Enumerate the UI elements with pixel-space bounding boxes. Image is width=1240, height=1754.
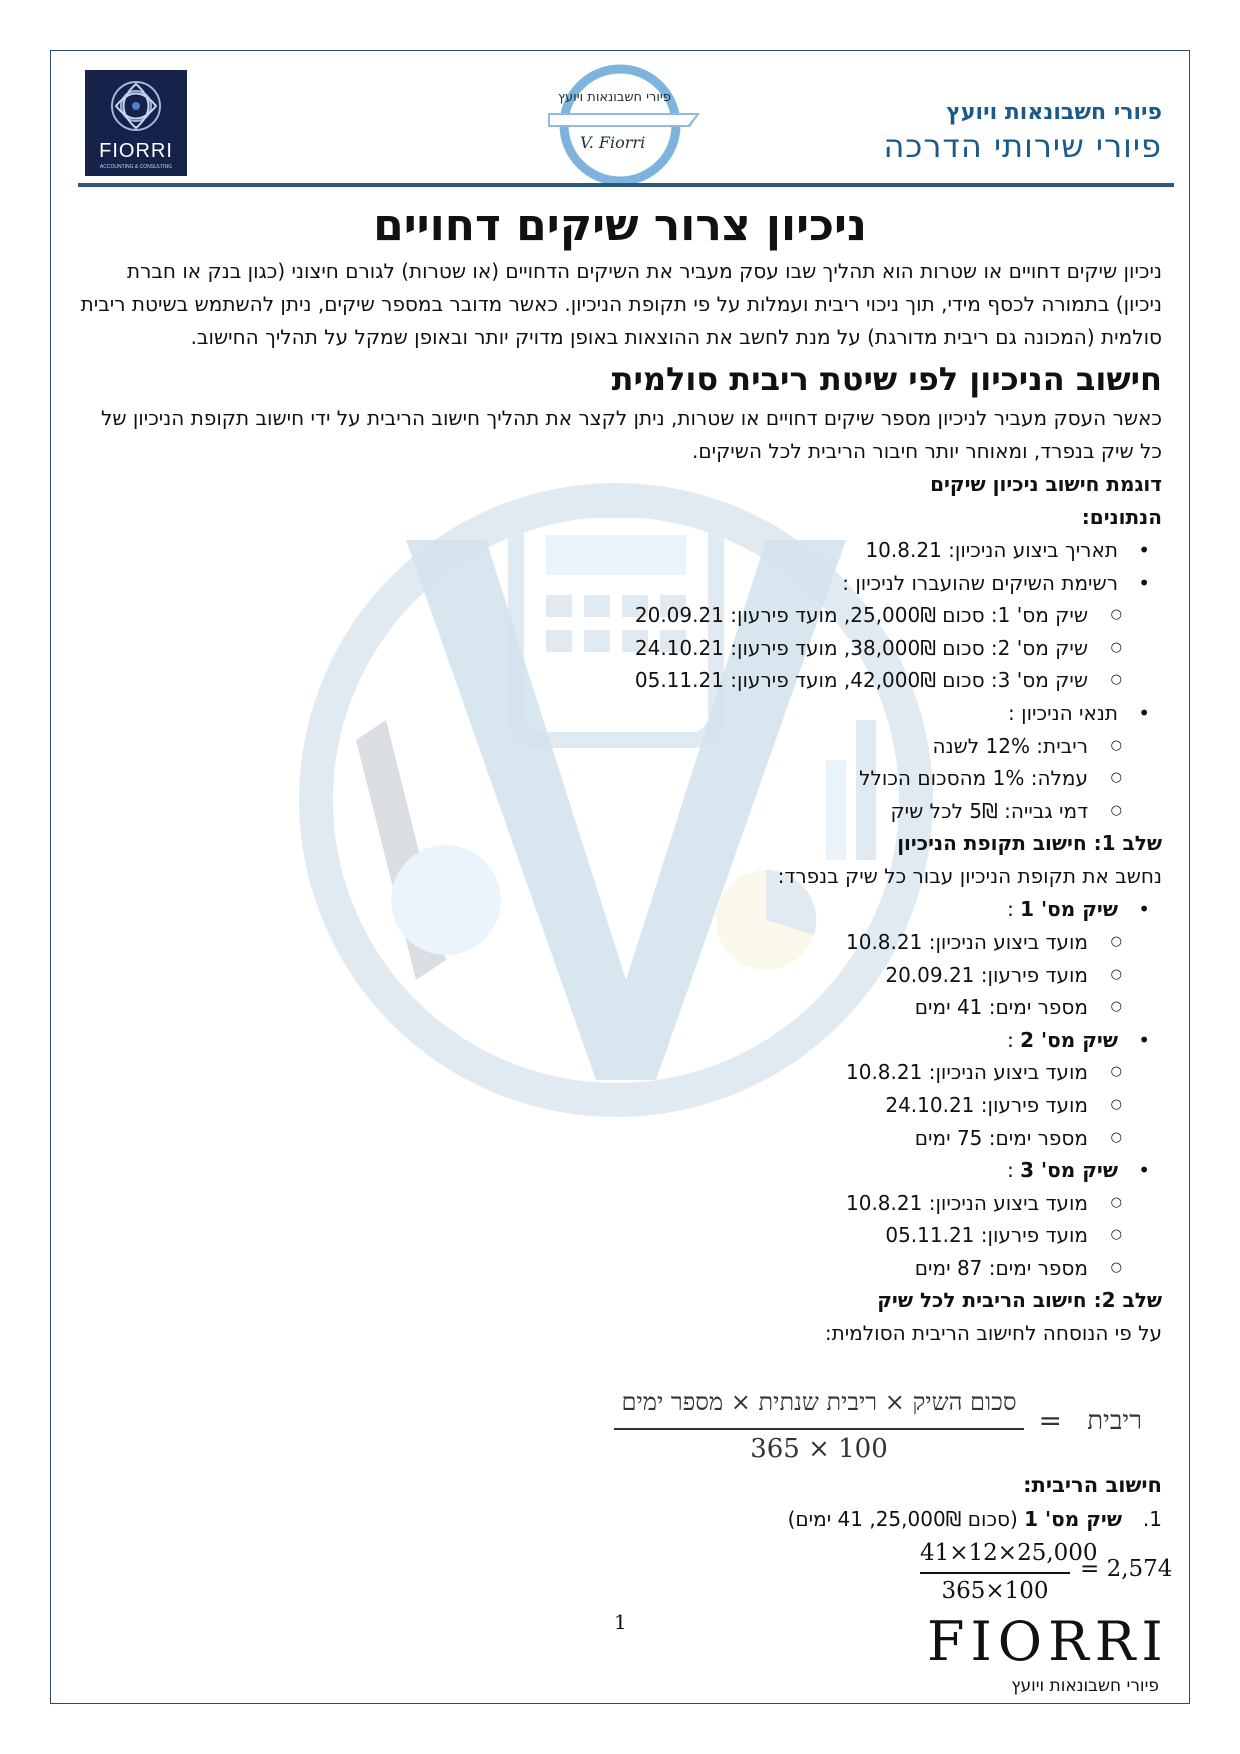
header-divider bbox=[78, 183, 1174, 187]
firm-name-line1: פיורי חשבונאות ויועץ bbox=[946, 100, 1162, 125]
circle-logo-icon bbox=[540, 55, 705, 185]
givens-list bbox=[78, 534, 1162, 599]
list-item: ○ מועד פירעון: 05.11.21 bbox=[78, 1219, 1088, 1252]
list-item: ○ מספר ימים: 87 ימים bbox=[78, 1252, 1088, 1285]
calc-result: = 2,574 bbox=[1080, 1556, 1173, 1582]
check-2-header bbox=[78, 1024, 1162, 1057]
section-paragraph: כאשר העסק מעביר לניכיון מספר שיקים דחויים או שטרות, ניתן לקצר את תהליך חישוב הריבית על ידי חישוב תקופת הניכיון של כל שיק בנפרד, ומאוחר יותר חיבור הריבית לכל השיקים. bbox=[100, 406, 1162, 463]
formula-numerator: סכום השיק × ריבית שנתית × מספר ימים bbox=[621, 1388, 1017, 1416]
formula-denominator: 365 × 100 bbox=[750, 1434, 888, 1464]
center-logo-text: פיורי חשבונאות ויועץ bbox=[558, 90, 671, 105]
list-item: ○ שיק מס' 3: סכום 42,000₪, מועד פירעון: 05.11.21 bbox=[78, 664, 1088, 697]
step2-text: על פי הנוסחה לחישוב הריבית הסולמית: bbox=[824, 1321, 1162, 1346]
check-label: שיק מס' 3 bbox=[1020, 1158, 1118, 1183]
list-item: ○ מועד ביצוע הניכיון: 10.8.21 bbox=[78, 1187, 1088, 1220]
item-label: שיק מס' 1 bbox=[1024, 1507, 1122, 1531]
check-1-details bbox=[78, 926, 1162, 1024]
signature-brand: FIORRI bbox=[927, 1610, 1169, 1673]
step1-text: נחשב את תקופת הניכיון עבור כל שיק בנפרד: bbox=[777, 864, 1162, 889]
givens-label: הנתונים: bbox=[1081, 505, 1162, 529]
terms-list bbox=[78, 730, 1162, 828]
list-item: ○ שיק מס' 2: סכום 38,000₪, מועד פירעון: 24.10.21 bbox=[78, 632, 1088, 665]
list-item: • תאריך ביצוע הניכיון: 10.8.21 bbox=[78, 534, 1118, 567]
center-logo bbox=[540, 55, 705, 185]
list-item: ○ מועד ביצוע הניכיון: 10.8.21 bbox=[78, 926, 1088, 959]
terms-header-list bbox=[78, 697, 1162, 730]
checks-list bbox=[78, 599, 1162, 697]
check-3-header bbox=[78, 1154, 1162, 1187]
step2-title: שלב 2: חישוב הריבית לכל שיק bbox=[877, 1288, 1162, 1313]
formula-lhs: ריבית bbox=[1087, 1406, 1142, 1436]
list-item: ○ מספר ימים: 41 ימים bbox=[78, 991, 1088, 1024]
checks-label: רשימת השיקים שהועברו לניכיון : bbox=[842, 570, 1118, 595]
item-detail: (סכום 25,000₪, 41 ימים) bbox=[787, 1507, 1025, 1531]
check-suffix: : bbox=[1007, 897, 1021, 922]
list-item: ○ מועד פירעון: 24.10.21 bbox=[78, 1089, 1088, 1122]
check-label: שיק מס' 2 bbox=[1020, 1027, 1118, 1052]
list-item bbox=[78, 1154, 1118, 1187]
check-suffix: : bbox=[1007, 1158, 1021, 1183]
firm-name-line2: פיורי שירותי הדרכה bbox=[883, 127, 1162, 165]
check-3-details bbox=[78, 1187, 1162, 1285]
logo-brand: FIORRI bbox=[99, 140, 173, 162]
list-item: ○ עמלה: 1% מהסכום הכולל bbox=[78, 762, 1088, 795]
center-logo-signature: V. Fiorri bbox=[580, 133, 646, 152]
footer-signature-logo bbox=[905, 1610, 1169, 1705]
document-body bbox=[78, 200, 1162, 1350]
calc-fraction bbox=[920, 1540, 1173, 1610]
firm-name bbox=[884, 100, 1162, 165]
page-title: ניכיון צרור שיקים דחויים bbox=[373, 200, 867, 251]
list-item: • תנאי הניכיון : bbox=[78, 697, 1118, 730]
list-item: ○ ריבית: 12% לשנה bbox=[78, 730, 1088, 763]
formula-equals: = bbox=[1038, 1404, 1062, 1437]
calc-title: חישוב הריבית: bbox=[1023, 1473, 1162, 1497]
list-item: ○ שיק מס' 1: סכום 25,000₪, מועד פירעון: 20.09.21 bbox=[78, 599, 1088, 632]
check-1-header bbox=[78, 893, 1162, 926]
list-item: ○ דמי גבייה: 5₪ לכל שיק bbox=[78, 795, 1088, 828]
list-item bbox=[78, 567, 1118, 600]
step1-title: שלב 1: חישוב תקופת הניכיון bbox=[897, 831, 1162, 856]
calc-denominator: 365×100 bbox=[941, 1578, 1049, 1604]
list-item: ○ מספר ימים: 75 ימים bbox=[78, 1122, 1088, 1155]
check-suffix: : bbox=[1007, 1027, 1021, 1052]
logo-subtitle: ACCOUNTING & CONSULTING bbox=[99, 164, 173, 170]
example-title: דוגמת חישוב ניכיון שיקים bbox=[930, 472, 1162, 496]
check-2-details bbox=[78, 1056, 1162, 1154]
list-item bbox=[78, 1024, 1118, 1057]
list-item bbox=[78, 893, 1118, 926]
calc-numerator: 41×12×25,000 bbox=[920, 1540, 1098, 1566]
knot-emblem-icon bbox=[106, 76, 166, 136]
list-item: ○ מועד ביצוע הניכיון: 10.8.21 bbox=[78, 1056, 1088, 1089]
item-number: 1. bbox=[1142, 1507, 1162, 1531]
intro-paragraph: ניכיון שיקים דחויים או שטרות הוא תהליך שבו עסק מעביר את השיקים הדחויים (או שטרות) לגורם חיצוני (כגון בנק או חברת ניכיון) בתמורה לכסף מידי, תוך ניכוי ריבית ועמלות על פי תקופת הניכיון. כאשר מדובר במספר שיקים, ניתן להשתמש בשיטת ריבית סולמית (המכונה גם ריבית מדורגת) על מנת לחשב את ההוצאות באופן מדויק יותר ובאופן שמקל על תהליך החישוב. bbox=[80, 259, 1162, 349]
check-label: שיק מס' 1 bbox=[1020, 897, 1118, 922]
calc-item-1 bbox=[788, 1507, 1162, 1531]
list-item: ○ מועד פירעון: 20.09.21 bbox=[78, 959, 1088, 992]
fraction-bar bbox=[920, 1572, 1070, 1574]
page-number: 1 bbox=[614, 1610, 627, 1634]
signature-subtitle: פיורי חשבונאות ויועץ bbox=[1011, 1676, 1159, 1696]
section-heading: חישוב הניכיון לפי שיטת ריבית סולמית bbox=[611, 360, 1162, 398]
fiorri-logo bbox=[85, 70, 187, 176]
fraction-bar bbox=[614, 1428, 1024, 1430]
interest-formula bbox=[620, 1388, 1160, 1464]
